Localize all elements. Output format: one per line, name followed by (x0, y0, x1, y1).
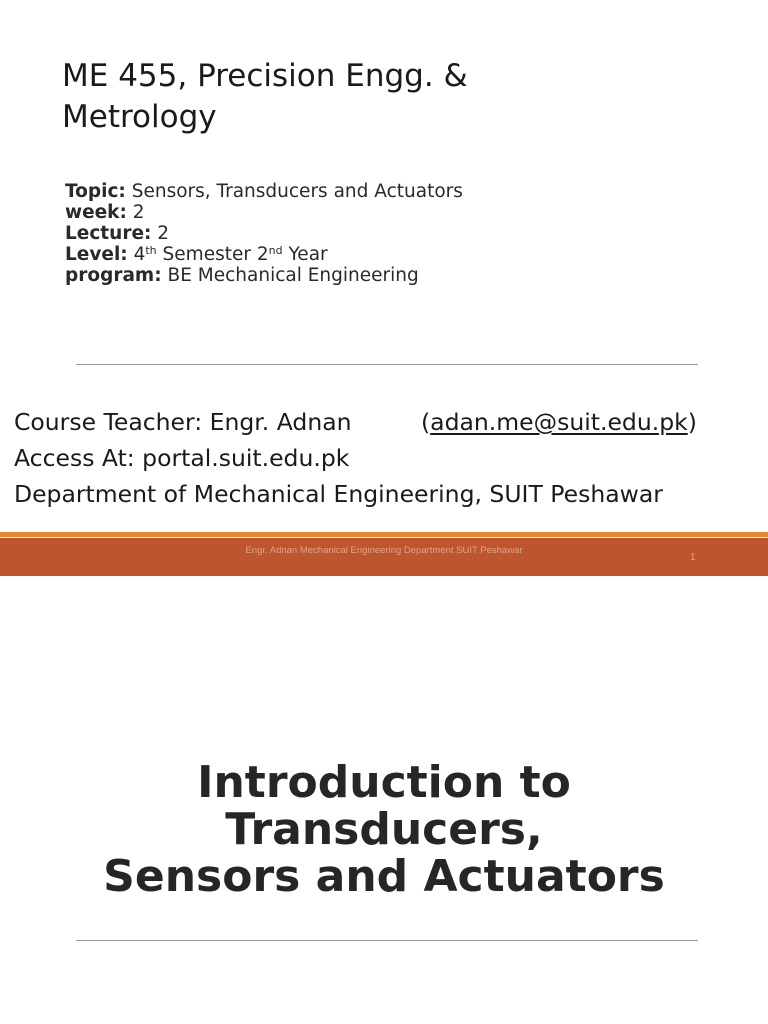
email-wrapper (421, 404, 697, 440)
week-row (65, 202, 463, 223)
teacher-email-link[interactable]: adan.me@suit.edu.pk (430, 408, 688, 436)
divider-line-bottom (76, 940, 698, 941)
title-line-1: Introduction to (197, 757, 571, 808)
email-close-paren: ) (687, 408, 697, 436)
level-label: Level: (65, 244, 128, 265)
title-line-3: Sensors and Actuators (103, 851, 665, 902)
accent-line (0, 532, 768, 537)
program-label: program: (65, 265, 162, 286)
level-superscript-th: th (145, 244, 157, 257)
lecture-row (65, 223, 463, 244)
course-title: ME 455, Precision Engg. & Metrology (62, 58, 468, 135)
teacher-line (14, 404, 697, 440)
level-superscript-nd: nd (268, 244, 283, 257)
week-label: week: (65, 202, 127, 223)
department-line: Department of Mechanical Engineering, SUIT Peshawar (14, 480, 663, 508)
lecture-details (65, 181, 463, 286)
teacher-info (14, 404, 697, 512)
title-line-2: Transducers, (225, 804, 543, 855)
divider-line (76, 364, 698, 365)
email-open-paren: ( (421, 408, 431, 436)
course-teacher: Course Teacher: Engr. Adnan (14, 408, 352, 436)
level-semester: Semester 2 (162, 244, 269, 265)
program-value: BE Mechanical Engineering (167, 265, 419, 286)
topic-value: Sensors, Transducers and Actuators (131, 181, 463, 202)
level-row (65, 244, 463, 265)
slide-2-title (0, 759, 768, 900)
week-value: 2 (132, 202, 145, 223)
topic-label: Topic: (65, 181, 126, 202)
footer-bar (0, 538, 768, 576)
lecture-label: Lecture: (65, 223, 152, 244)
level-number: 4 (133, 244, 146, 265)
program-row (65, 265, 463, 286)
lecture-value: 2 (157, 223, 170, 244)
topic-row (65, 181, 463, 202)
level-year: Year (288, 244, 328, 265)
footer-text: Engr. Adnan Mechanical Engineering Department SUIT Peshawar (245, 545, 523, 556)
access-line: Access At: portal.suit.edu.pk (14, 444, 350, 472)
slide-number: 1 (690, 552, 696, 563)
